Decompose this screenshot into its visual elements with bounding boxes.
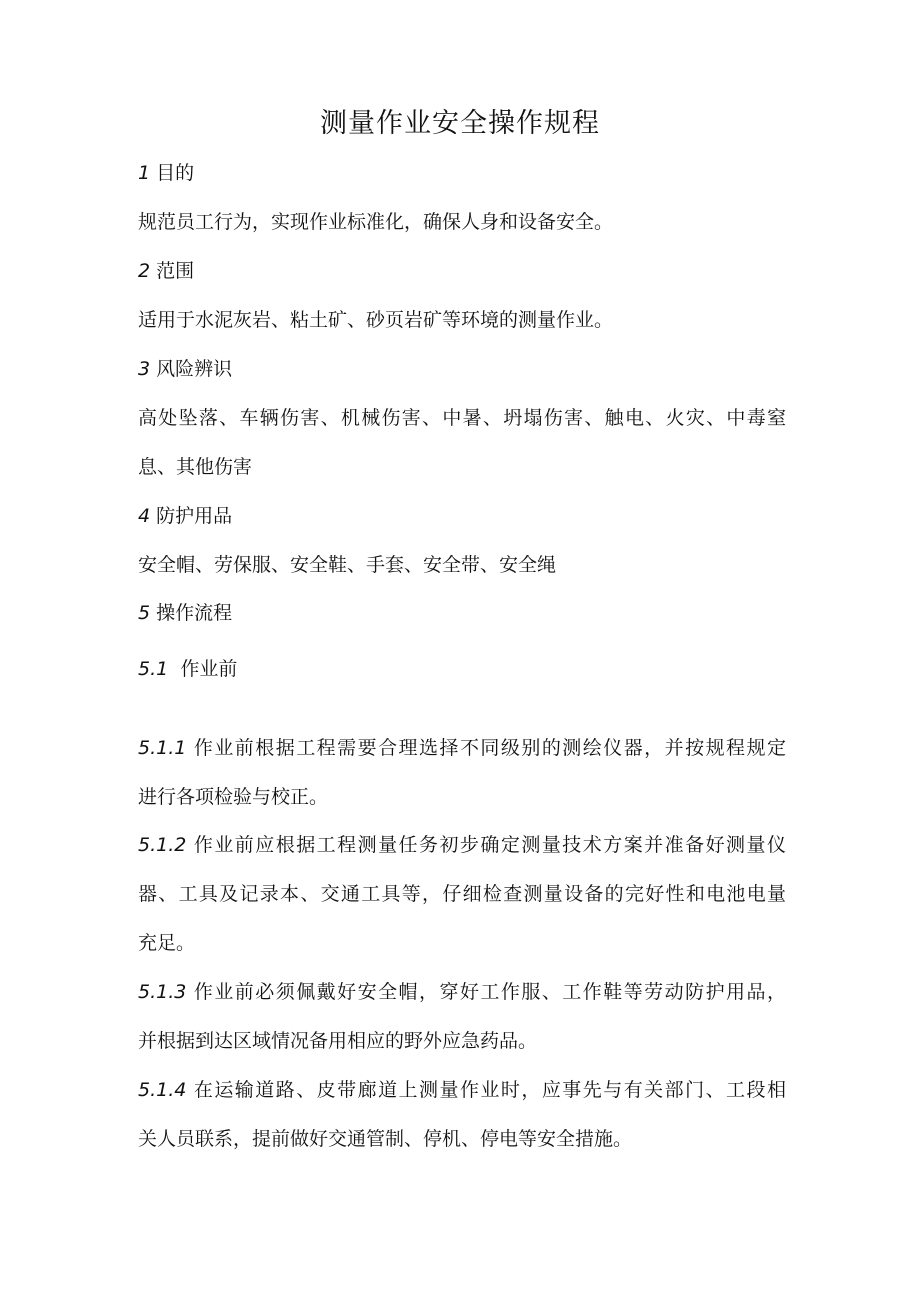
subsection-heading: [138, 654, 786, 684]
section-title: 防护用品: [156, 505, 233, 527]
clause-text: 作业前根据工程需要合理选择不同级别的测绘仪器，并按规程规定: [193, 737, 786, 759]
section-title: 操作流程: [156, 602, 233, 624]
clause-number: 5.1.1: [138, 737, 187, 759]
section-title: 风险辨识: [156, 358, 233, 380]
section-title: 范围: [156, 260, 195, 282]
clause-number: 5.1.3: [138, 981, 187, 1003]
clause-text: 作业前必须佩戴好安全帽，穿好工作服、工作鞋等劳动防护用品，: [193, 981, 786, 1003]
section-heading: [138, 501, 786, 531]
paragraph-line: 高处坠落、车辆伤害、机械伤害、中暑、坍塌伤害、触电、火灾、中毒窒: [138, 407, 786, 429]
paragraph-line: 规范员工行为，实现作业标准化，确保人身和设备安全。: [138, 211, 614, 233]
clause-line: [138, 977, 786, 1007]
paragraph-line: 息、其他伤害: [138, 456, 253, 478]
clause-line: 充足。: [138, 932, 196, 954]
paragraph-line: 安全帽、劳保服、安全鞋、手套、安全带、安全绳: [138, 554, 557, 576]
section-number: 2: [138, 260, 151, 282]
document-title: 测量作业安全操作规程: [320, 108, 600, 139]
subsection-number: 5.1: [138, 658, 169, 680]
section-heading: [138, 256, 786, 286]
section-number: 5: [138, 602, 151, 624]
clause-text: 在运输道路、皮带廊道上测量作业时，应事先与有关部门、工段相: [193, 1079, 786, 1101]
section-title: 目的: [156, 162, 195, 184]
section-number: 3: [138, 358, 151, 380]
clause-text: 作业前应根据工程测量任务初步确定测量技术方案并准备好测量仪: [193, 834, 786, 856]
clause-line: 并根据到达区域情况备用相应的野外应急药品。: [138, 1030, 538, 1052]
clause-line: [138, 1075, 786, 1105]
section-number: 1: [138, 162, 151, 184]
clause-line: 关人员联系，提前做好交通管制、停机、停电等安全措施。: [138, 1128, 633, 1150]
paragraph-line: 适用于水泥灰岩、粘土矿、砂页岩矿等环境的测量作业。: [138, 309, 614, 331]
section-heading: [138, 354, 786, 384]
section-heading: [138, 158, 786, 188]
clause-line: 器、工具及记录本、交通工具等，仔细检查测量设备的完好性和电池电量: [138, 883, 786, 905]
clause-line: [138, 733, 786, 763]
clause-line: [138, 830, 786, 860]
clause-number: 5.1.4: [138, 1079, 187, 1101]
section-number: 4: [138, 505, 151, 527]
section-heading: [138, 598, 786, 628]
clause-number: 5.1.2: [138, 834, 187, 856]
subsection-title: 作业前: [180, 658, 238, 680]
clause-line: 进行各项检验与校正。: [138, 786, 329, 808]
